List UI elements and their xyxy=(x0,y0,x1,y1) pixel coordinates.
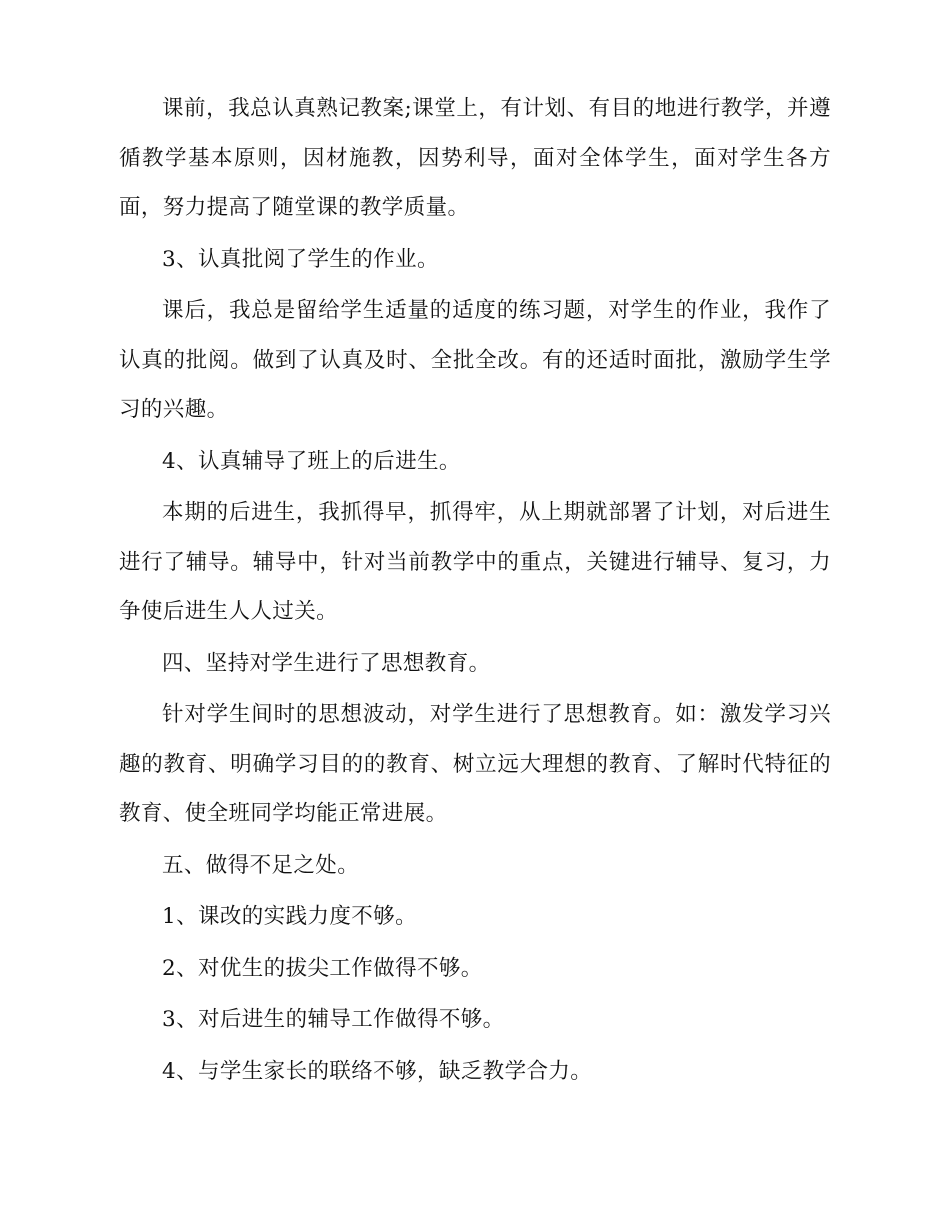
list-item-shortcoming-3: 3、对后进生的辅导工作做得不够。 xyxy=(162,1007,505,1032)
list-item-shortcoming-4: 4、与学生家长的联络不够，缺乏教学合力。 xyxy=(162,1058,593,1084)
heading-homework-marking: 3、认真批阅了学生的作业。 xyxy=(162,246,439,272)
list-item-shortcoming-1: 1、课改的实践力度不够。 xyxy=(162,904,417,929)
list-item-shortcoming-2: 2、对优生的拔尖工作做得不够。 xyxy=(162,955,483,981)
paragraph-moral-education: 针对学生间时的思想波动，对学生进行了思想教育。如：激发学习兴趣的教育、明确学习目的的教育、树立远大理想的教育、了解时代特征的教育、使全班同学均能正常进展。 xyxy=(119,702,831,826)
heading-tutoring: 4、认真辅导了班上的后进生。 xyxy=(162,448,461,474)
paragraph-lesson-prep: 课前，我总认真熟记教案;课堂上，有计划、有目的地进行教学，并遵循教学基本原则，因材施教，因势利导，面对全体学生，面对学生各方面，努力提高了随堂课的教学质量。 xyxy=(119,96,831,220)
heading-moral-education: 四、坚持对学生进行了思想教育。 xyxy=(162,650,491,676)
paragraph-tutoring: 本期的后进生，我抓得早，抓得牢，从上期就部署了计划，对后进生进行了辅导。辅导中，针对当前教学中的重点，关键进行辅导、复习，力争使后进生人人过关。 xyxy=(119,500,831,624)
heading-shortcomings: 五、做得不足之处。 xyxy=(162,852,360,878)
paragraph-homework: 课后，我总是留给学生适量的适度的练习题，对学生的作业，我作了认真的批阅。做到了认真及时、全批全改。有的还适时面批，激励学生学习的兴趣。 xyxy=(119,298,831,422)
document-body xyxy=(119,84,831,1098)
